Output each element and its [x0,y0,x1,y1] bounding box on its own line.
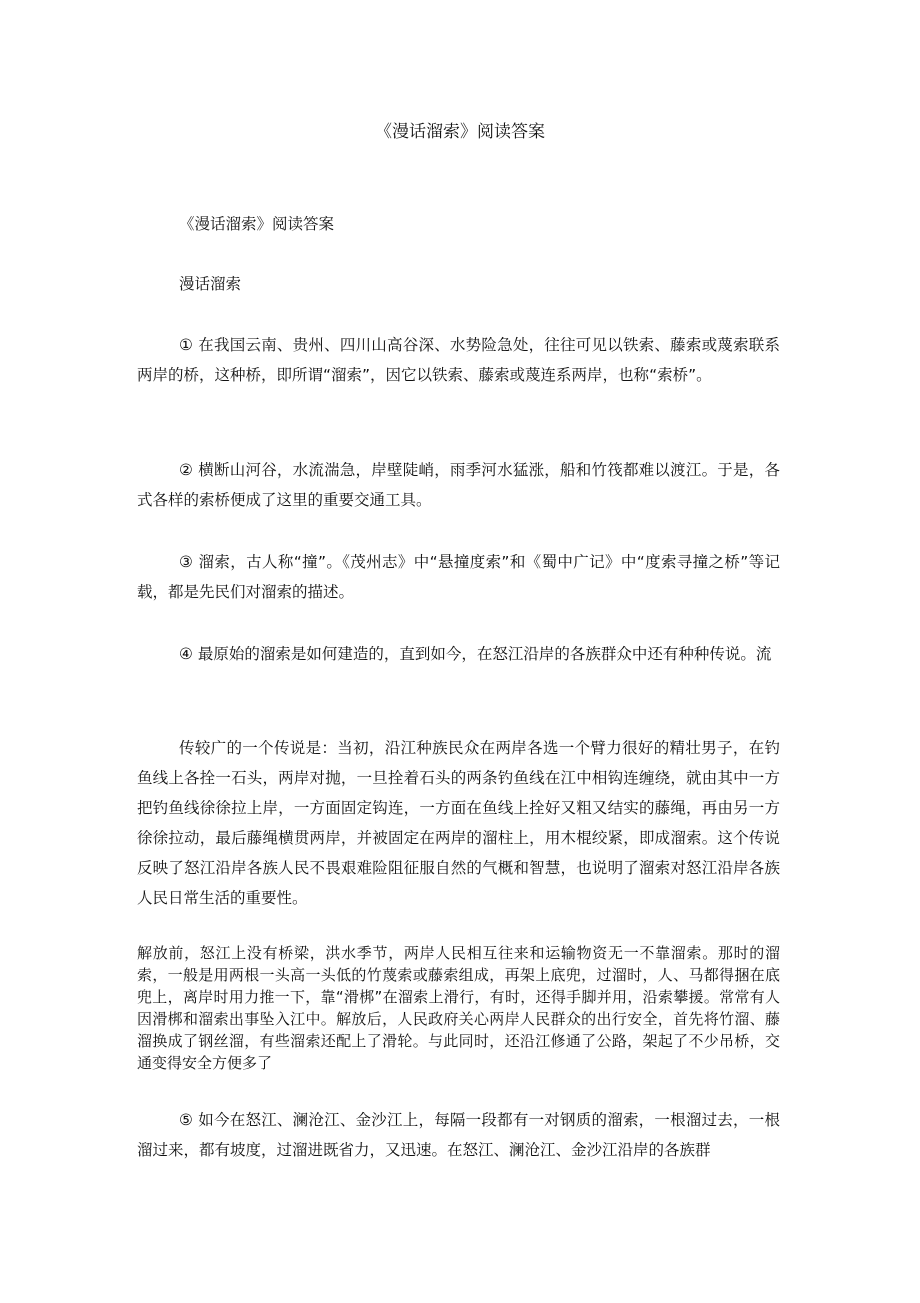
paragraph-6: 解放前，怒江上没有桥梁，洪水季节，两岸人民相互往来和运输物资无一不靠溜索。那时的溜索，一般是用两根一头高一头低的竹蔑索或藤索组成，再架上底兜，过溜时，人、马都得捆在底兜上，离岸时用力推一下，靠“滑梆”在溜索上滑行，有时，还得手脚并用，沿索攀援。常常有人因滑梆和溜索出事坠入江中。解放后，人民政府关心两岸人民群众的出行安全，首先将竹溜、藤溜换成了钢丝溜，有些溜索还配上了滑轮。与此同时，还沿江修通了公路，架起了不少吊桥，交通变得安全方便多了 [137,944,780,1072]
paragraph-4: ④ 最原始的溜索是如何建造的，直到如今，在怒江沿岸的各族群众中还有种种传说。流 [179,645,772,663]
paragraph-1: ① 在我国云南、贵州、四川山高谷深、水势险急处，往往可见以铁索、藤索或蔑索联系两岸的桥，这种桥，即所谓“溜索”，因它以铁索、藤索或蔑连系两岸，也称“索桥”。 [137,336,780,384]
paragraph-2: ② 横断山河谷，水流湍急，岸壁陡峭，雨季河水猛涨，船和竹筏都难以渡江。于是，各式各样的索桥便成了这里的重要交通工具。 [137,461,780,509]
paragraph-7: ⑤ 如今在怒江、澜沧江、金沙江上，每隔一段都有一对钢质的溜索，一根溜过去，一根溜过来，都有坡度，过溜进既省力，又迅速。在怒江、澜沧江、金沙江沿岸的各族群 [137,1111,780,1159]
document-title: 《漫话溜索》阅读答案 [375,122,545,142]
document-subtitle: 《漫话溜索》阅读答案 [179,215,335,233]
paragraph-5: 传较广的一个传说是：当初，沿江种族民众在两岸各选一个臂力很好的精壮男子，在钓鱼线上各拴一石头，两岸对抛，一旦拴着石头的两条钓鱼线在江中相钩连缠绕，就由其中一方把钓鱼线徐徐拉上岸，一方面固定钩连，一方面在鱼线上拴好又粗又结实的藤绳，再由另一方徐徐拉动，最后藤绳横贯两岸，并被固定在两岸的溜柱上，用木棍绞紧，即成溜索。这个传说反映了怒江沿岸各族人民不畏艰难险阻征服自然的气概和智慧，也说明了溜索对怒江沿岸各族人民日常生活的重要性。 [137,739,780,907]
article-heading: 漫话溜索 [179,275,242,293]
paragraph-3: ③ 溜索，古人称“撞”。《茂州志》中“悬撞度索”和《蜀中广记》中“度索寻撞之桥”等记载，都是先民们对溜索的描述。 [137,553,780,601]
